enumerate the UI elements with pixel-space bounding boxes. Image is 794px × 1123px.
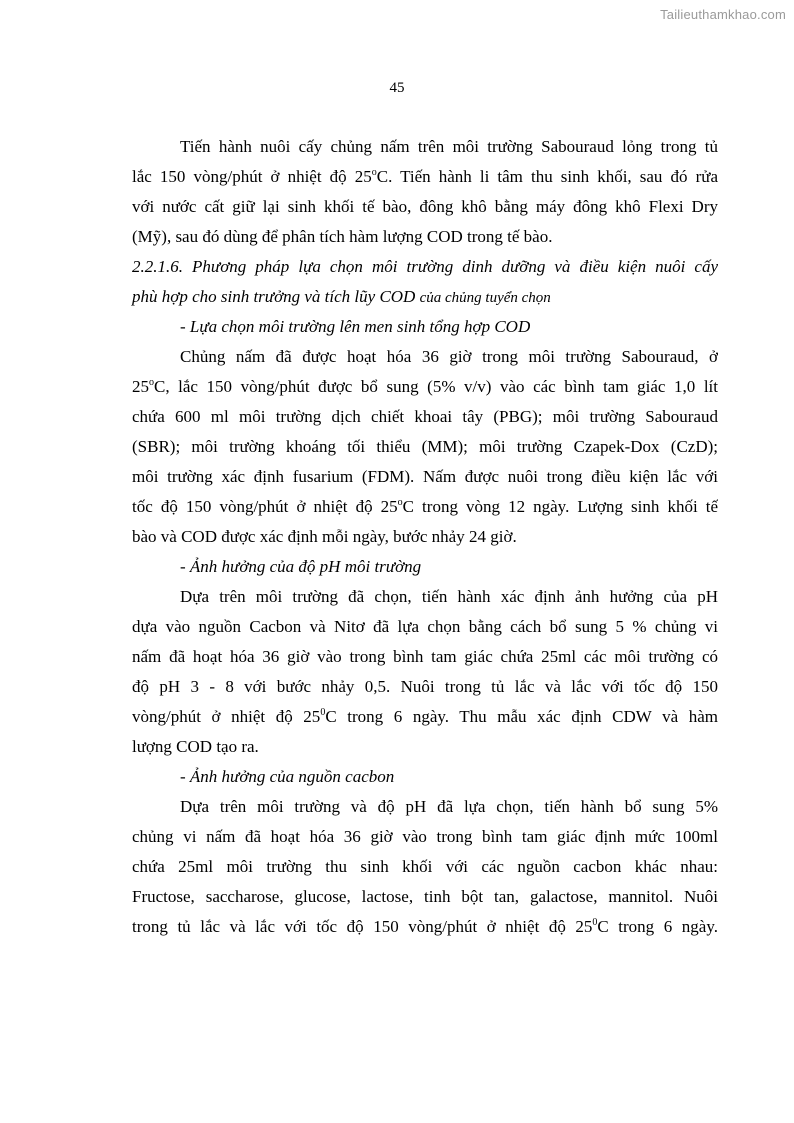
page-number: 45 xyxy=(389,80,405,96)
section-heading xyxy=(132,252,718,312)
subheading-medium: - Lựa chọn môi trường lên men sinh tổng hợp COD xyxy=(180,317,531,336)
watermark: Tailieuthamkhao.com xyxy=(660,7,786,22)
text-line: Dựa trên môi trường và độ pH đã lựa chọn, tiến hành bổ sung 5% xyxy=(180,797,718,816)
text-line: (Mỹ), sau đó dùng để phân tích hàm lượng COD trong tế bào. xyxy=(132,227,553,246)
text-line: chứa 25ml môi trường thu sinh khối với các nguồn cacbon khác nhau: xyxy=(132,857,718,876)
paragraph-4 xyxy=(132,792,718,942)
text-line: bào và COD được xác định mỗi ngày, bước nhảy 24 giờ. xyxy=(132,527,517,546)
paragraph-1 xyxy=(132,132,718,252)
text-line: độ pH 3 - 8 với bước nhảy 0,5. Nuôi trong tủ lắc và lắc với tốc độ 150 xyxy=(132,677,718,696)
text-line: lượng COD tạo ra. xyxy=(132,737,259,756)
text-line: chứa 600 ml môi trường dịch chiết khoai tây (PBG); môi trường Sabouraud xyxy=(132,407,718,426)
paragraph-3 xyxy=(132,582,718,762)
text-line: trong tủ lắc và lắc với tốc độ 150 vòng/phút ở nhiệt độ $25^0C$ trong 6 ngày. xyxy=(132,917,718,936)
subheading-ph: - Ảnh hưởng của độ pH môi trường xyxy=(180,557,422,576)
heading-line: phù hợp cho sinh trưởng và tích lũy COD của chủng tuyển chọn xyxy=(132,287,551,306)
paragraph-2 xyxy=(132,342,718,552)
text-line: chủng vi nấm đã hoạt hóa 36 giờ vào trong bình tam giác định mức 100ml xyxy=(132,827,718,846)
text-line: tốc độ 150 vòng/phút ở nhiệt độ 25$^o$C trong vòng 12 ngày. Lượng sinh khối tế xyxy=(132,497,718,516)
text-line: môi trường xác định fusarium (FDM). Nấm được nuôi trong điều kiện lắc với xyxy=(132,467,718,486)
text-line: Fructose, saccharose, glucose, lactose, tinh bột tan, galactose, mannitol. Nuôi xyxy=(132,887,718,906)
text-line: Dựa trên môi trường đã chọn, tiến hành xác định ảnh hưởng của pH xyxy=(180,587,718,606)
text-line: dựa vào nguồn Cacbon và Nitơ đã lựa chọn bằng cách bổ sung 5 % chủng vi xyxy=(132,617,718,636)
text-line: vòng/phút ở nhiệt độ $25^0C$ trong 6 ngày. Thu mẫu xác định CDW và hàm xyxy=(132,707,718,726)
text-line: (SBR); môi trường khoáng tối thiểu (MM); môi trường Czapek-Dox (CzD); xyxy=(132,437,718,456)
heading-line: 2.2.1.6. Phương pháp lựa chọn môi trường dinh dưỡng và điều kiện nuôi cấy xyxy=(132,257,718,276)
text-line: lắc 150 vòng/phút ở nhiệt độ 25$^o$C. Tiến hành li tâm thu sinh khối, sau đó rửa xyxy=(132,167,718,186)
text-line: 25$^o$C, lắc 150 vòng/phút được bổ sung (5% v/v) vào các bình tam giác 1,0 lít xyxy=(132,377,718,396)
text-line: với nước cất giữ lại sinh khối tế bào, đông khô bằng máy đông khô Flexi Dry xyxy=(132,197,718,216)
text-line: Tiến hành nuôi cấy chủng nấm trên môi trường Sabouraud lỏng trong tủ xyxy=(180,137,718,156)
text-line: nấm đã hoạt hóa 36 giờ vào trong bình tam giác chứa 25ml các môi trường có xyxy=(132,647,718,666)
text-line: Chủng nấm đã được hoạt hóa 36 giờ trong môi trường Sabouraud, ở xyxy=(180,347,718,366)
document-body xyxy=(132,132,718,942)
subheading-carbon: - Ảnh hưởng của nguồn cacbon xyxy=(180,767,395,786)
